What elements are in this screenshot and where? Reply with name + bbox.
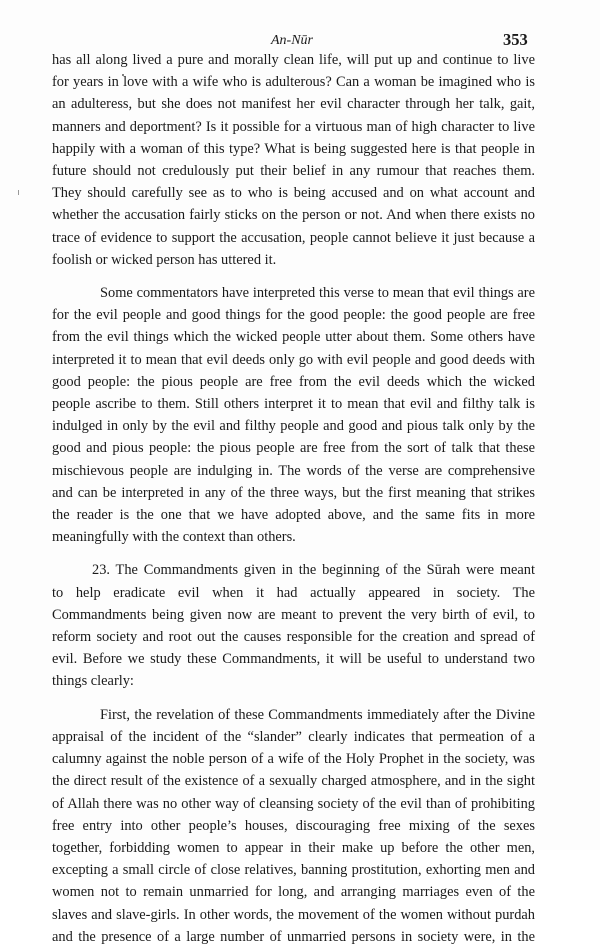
text-line: and the presence of a large number of unmarried persons in society were, in the (52, 928, 535, 945)
text-line: excepting a small circle of close relatives, banning prostitution, exhorting men and (52, 862, 535, 879)
text-line: manners and deportment? Is it possible for a virtuous man of high character to live (52, 118, 535, 135)
text-line: of Allah there was no other way of cleansing society of the evil than of prohibiting (52, 795, 535, 812)
text-line: evil. Before we study these Commandments, it will be useful to understand two (52, 651, 535, 668)
text-line: an adulteress, but she does not manifest her evil character through her talk, gait, (52, 96, 535, 113)
text-line: mischievous people are indulging in. The words of the verse are comprehensive (52, 462, 535, 479)
paragraph-3 (52, 559, 535, 692)
text-line: for years in love with a wife who is adulterous? Can a woman be imagined who is (52, 74, 535, 91)
text-line: good people: the pious people are free from the evil deeds which the wicked (52, 373, 535, 390)
text-line: whether the accusation fairly sticks on the person or not. And when there exists no (52, 207, 535, 224)
text-line: good and pious people: the pious people are free from the sort of talk that these (52, 440, 535, 457)
paragraph-4 (52, 704, 535, 948)
text-line: calumny against the noble person of a wife of the Holy Prophet in the society, was (52, 751, 535, 768)
running-head (0, 30, 600, 50)
text-line: Commandments being given now are meant to prevent the very birth of evil, to (52, 606, 535, 623)
text-line: future should not credulously put their belief in any rumour that reaches them. (52, 163, 535, 180)
text-line: Some commentators have interpreted this verse to mean that evil things are (100, 285, 535, 302)
text-line: women not to remain unmarried for long, and arranging marriages even of the (52, 884, 535, 901)
text-line: to help eradicate evil when it had actually appeared in society. The (52, 584, 535, 601)
text-line: First, the revelation of these Commandments immediately after the Divine (100, 706, 535, 723)
text-line: free entry into other people’s houses, discouraging free mixing of the sexes (52, 817, 535, 834)
text-line: indulged in only by the evil and filthy people and good and pious talk only by the (52, 418, 535, 435)
body-text (52, 49, 535, 948)
text-line: meaningfully with the context than others. (52, 529, 296, 546)
text-line: the direct result of the existence of a sexually charged atmosphere, and in the sight (52, 773, 535, 790)
text-line: 23. The Commandments given in the beginning of the Sūrah were meant (92, 562, 535, 579)
page-number: 353 (503, 30, 528, 49)
text-line: things clearly: (52, 673, 134, 690)
text-line: They should carefully see as to who is being accused and on what account and (52, 185, 535, 202)
paragraph-2 (52, 282, 535, 548)
text-line: for the evil people and good things for the good people: the good people are free (52, 307, 535, 324)
text-line: people ascribe to them. Still others interpret it to mean that evil and filthy talk is (52, 396, 535, 413)
running-head-title: An-Nūr (271, 33, 313, 48)
text-line: and can be interpreted in any of the three ways, but the first meaning that strikes (52, 484, 535, 501)
text-line: slaves and slave-girls. In other words, the movement of the women without purdah (52, 906, 535, 923)
text-line: from the evil things which the wicked people utter about them. Some others have (52, 329, 535, 346)
text-line: foolish or wicked person has uttered it. (52, 251, 277, 268)
text-line: happily with a woman of this type? What is being suggested here is that people in (52, 140, 535, 157)
paragraph-1 (52, 49, 535, 271)
text-line: the reader is the one that we have adopted above, and the same fits in more (52, 507, 535, 524)
text-line: interpreted it to mean that evil deeds only go with evil people and good deeds with (52, 351, 535, 368)
text-line: appraisal of the incident of the “slander” clearly indicates that permeation of a (52, 728, 535, 745)
scan-speck (18, 190, 19, 195)
text-line: together, forbidding women to appear in their make up before the other men, (52, 839, 535, 856)
text-line: has all along lived a pure and morally clean life, will put up and continue to live (52, 52, 535, 68)
text-line: trace of evidence to support the accusation, people cannot believe it just because a (52, 229, 535, 246)
text-line: reform society and root out the causes responsible for the creation and spread of (52, 629, 535, 646)
